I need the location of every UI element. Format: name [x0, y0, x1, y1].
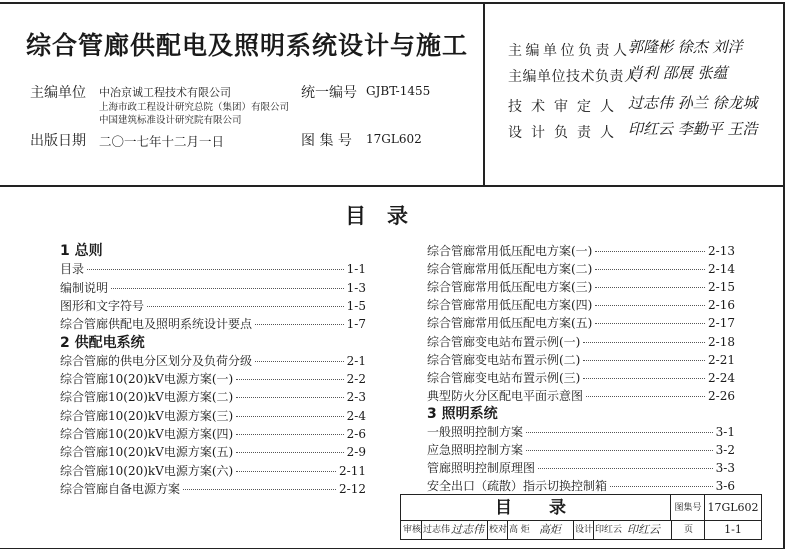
toc-entry-title: 综合管廊10(20)kV电源方案(六) [60, 463, 234, 478]
signature-chief-tech-head: 肖利 邵展 张蕴 [628, 64, 728, 82]
toc-entry-page: 2-12 [339, 481, 366, 496]
toc-entry[interactable] [427, 296, 735, 313]
signoff-divider [421, 521, 422, 539]
title-block-atlas-label: 图集号 [674, 503, 702, 513]
toc-entry-title: 应急照明控制方案 [427, 443, 524, 458]
signature-design-head: 印红云 李勤平 王浩 [628, 120, 758, 138]
signature-chief-unit-head: 郭隆彬 徐杰 刘洋 [628, 38, 743, 56]
toc-entry[interactable] [60, 260, 366, 277]
toc-entry-title: 综合管廊10(20)kV电源方案(五) [60, 445, 234, 460]
toc-leader-dots [583, 342, 705, 343]
header-vertical-divider [483, 2, 485, 185]
toc-leader-dots [583, 378, 705, 379]
toc-entry-page: 2-21 [708, 352, 735, 367]
toc-entry-title: 目录 [60, 262, 85, 277]
atlas-number-label: 图 集 号 [301, 133, 352, 149]
toc-leader-dots [147, 306, 344, 307]
toc-entry-title: 综合管廊供配电及照明系统设计要点 [60, 317, 253, 332]
toc-section-heading: 2 供配电系统 [60, 334, 145, 351]
toc-leader-dots [610, 486, 713, 487]
toc-entry-page: 2-6 [346, 427, 366, 441]
toc-entry-title: 综合管廊变电站布置示例(一) [427, 334, 581, 349]
toc-entry[interactable] [60, 443, 366, 460]
page-value-cell [705, 521, 761, 539]
toc-leader-dots [526, 450, 713, 451]
toc-title: 目 录 [345, 203, 408, 228]
toc-entry[interactable] [427, 369, 735, 386]
review-name: 过志伟 [423, 525, 451, 535]
check-label: 校对 [489, 525, 508, 535]
toc-entry-page: 3-6 [715, 479, 735, 494]
toc-entry[interactable] [427, 459, 735, 476]
publish-date-label: 出版日期 [30, 133, 86, 149]
toc-entry-title: 综合管廊自备电源方案 [60, 481, 181, 496]
toc-entry-page: 1-3 [346, 280, 366, 295]
toc-entry-title: 综合管廊的供电分区划分及负荷分级 [60, 353, 253, 368]
atlas-label-cell [671, 495, 705, 521]
toc-entry-page: 2-14 [708, 262, 735, 277]
toc-entry[interactable] [427, 477, 735, 494]
editor-unit-3: 中国建筑标准设计研究院有限公司 [99, 115, 242, 126]
toc-entry-title: 综合管廊10(20)kV电源方案(三) [60, 408, 234, 423]
frame-bottom-border [0, 548, 785, 549]
toc-entry[interactable] [60, 352, 366, 369]
toc-entry-page: 1-1 [346, 262, 366, 277]
toc-entry-title: 综合管廊变电站布置示例(二) [427, 352, 581, 367]
toc-entry[interactable] [427, 441, 735, 458]
toc-entry-title: 一般照明控制方案 [427, 425, 524, 439]
toc-leader-dots [236, 379, 343, 380]
toc-entry[interactable] [427, 423, 735, 440]
toc-entry[interactable] [60, 407, 366, 424]
toc-leader-dots [595, 305, 705, 306]
atlas-value-cell [705, 495, 761, 521]
toc-entry-page: 3-1 [715, 425, 735, 439]
toc-entry-title: 管廊照明控制原理图 [427, 461, 536, 476]
publish-date: 二〇一七年十二月一日 [99, 134, 225, 149]
signoff-divider [573, 521, 574, 539]
title-block-title: 目 录 [401, 495, 671, 521]
editor-unit-2: 上海市政工程设计研究总院（集团）有限公司 [99, 102, 290, 113]
toc-entry[interactable] [427, 387, 735, 404]
toc-entry-title: 典型防火分区配电平面示意图 [427, 388, 584, 403]
frame-top-border [0, 2, 785, 4]
toc-entry-page: 2-3 [346, 390, 366, 405]
atlas-title: 综合管廊供配电及照明系统设计与施工 [26, 31, 469, 60]
signoff-divider [593, 521, 594, 539]
toc-entry-page: 2-1 [346, 353, 366, 368]
toc-entry[interactable] [427, 351, 735, 368]
toc-entry[interactable] [427, 314, 735, 331]
toc-leader-dots [538, 468, 713, 469]
toc-entry-page: 2-11 [339, 463, 366, 478]
signoff-row [401, 521, 671, 539]
toc-entry-page: 2-15 [708, 280, 735, 295]
toc-entry-title: 安全出口（疏散）指示切换控制箱 [427, 479, 608, 494]
toc-entry-page: 1-7 [346, 317, 366, 332]
toc-entry-title: 图形和文字符号 [60, 298, 145, 313]
design-label: 设计 [575, 525, 594, 535]
toc-entry-page: 2-17 [708, 316, 735, 331]
header-divider [0, 185, 785, 187]
editor-unit-1: 中冶京诚工程技术有限公司 [99, 86, 231, 99]
title-block [400, 494, 762, 540]
toc-entry[interactable] [60, 462, 366, 479]
role-chief-tech-head: 主编单位技术负责人 [508, 69, 639, 85]
check-signature: 高炬 [539, 523, 561, 536]
toc-leader-dots [236, 434, 343, 435]
toc-leader-dots [236, 471, 336, 472]
toc-leader-dots [236, 397, 343, 398]
toc-entry-title: 综合管廊10(20)kV电源方案(一) [60, 372, 234, 387]
design-signature: 印红云 [627, 523, 660, 536]
toc-leader-dots [236, 416, 343, 417]
toc-entry-title: 综合管廊10(20)kV电源方案(二) [60, 390, 234, 405]
check-name: 高 炬 [509, 525, 530, 535]
toc-entry[interactable] [60, 425, 366, 442]
toc-leader-dots [595, 287, 705, 288]
toc-entry[interactable] [427, 333, 735, 350]
toc-entry-page: 2-4 [346, 408, 366, 423]
design-name: 印红云 [595, 525, 623, 535]
toc-entry[interactable] [427, 278, 735, 295]
toc-entry-page: 2-2 [346, 372, 366, 387]
toc-leader-dots [255, 324, 344, 325]
toc-entry-title: 综合管廊常用低压配电方案(一) [427, 244, 593, 258]
toc-leader-dots [255, 361, 344, 362]
toc-entry-title: 综合管廊常用低压配电方案(三) [427, 280, 593, 295]
atlas-number: 17GL602 [366, 132, 422, 146]
toc-entry-page: 2-9 [346, 445, 366, 460]
page-label-cell [671, 521, 705, 539]
toc-entry-title: 综合管廊常用低压配电方案(二) [427, 262, 593, 277]
toc-leader-dots [595, 323, 705, 324]
toc-leader-dots [111, 288, 344, 289]
toc-entry-page: 2-13 [708, 244, 735, 258]
signoff-divider [507, 521, 508, 539]
toc-leader-dots [236, 452, 343, 453]
unified-number: GJBT-1455 [366, 84, 431, 98]
toc-leader-dots [583, 360, 705, 361]
role-design-head: 设计负责人 [508, 125, 623, 141]
editor-unit-label: 主编单位 [30, 85, 86, 101]
toc-entry-page: 3-3 [715, 461, 735, 476]
toc-entry-page: 2-18 [708, 334, 735, 349]
toc-section-heading: 3 照明系统 [427, 405, 498, 422]
toc-entry-title: 综合管廊10(20)kV电源方案(四) [60, 427, 234, 441]
signature-technical-approver: 过志伟 孙兰 徐龙城 [628, 94, 758, 112]
toc-entry-page: 3-2 [715, 443, 735, 458]
toc-entry-page: 2-24 [708, 370, 735, 385]
toc-entry[interactable] [60, 315, 366, 332]
toc-entry[interactable] [60, 480, 366, 497]
toc-entry-title: 编制说明 [60, 280, 109, 295]
toc-leader-dots [526, 432, 713, 433]
title-block-atlas-value: 17GL602 [707, 501, 759, 514]
title-block-page-value: 1-1 [724, 523, 742, 536]
toc-entry[interactable] [60, 297, 366, 314]
toc-entry[interactable] [427, 260, 735, 277]
toc-entry[interactable] [60, 370, 366, 387]
toc-entry-page: 1-5 [346, 298, 366, 313]
toc-leader-dots [183, 489, 336, 490]
toc-leader-dots [586, 396, 705, 397]
toc-section-heading: 1 总则 [60, 243, 103, 259]
review-label: 审核 [403, 525, 422, 535]
toc-entry-title: 综合管廊变电站布置示例(三) [427, 370, 581, 385]
toc-entry[interactable] [427, 242, 735, 259]
toc-entry-title: 综合管廊常用低压配电方案(四) [427, 298, 593, 313]
toc-leader-dots [595, 251, 705, 252]
unified-number-label: 统一编号 [301, 85, 357, 101]
signoff-divider [487, 521, 488, 539]
toc-entry-title: 综合管廊常用低压配电方案(五) [427, 316, 593, 331]
toc-entry-page: 2-16 [708, 298, 735, 313]
toc-leader-dots [87, 269, 344, 270]
toc-entry[interactable] [60, 388, 366, 405]
role-chief-unit-head: 主编单位负责人 [508, 43, 631, 59]
toc-entry[interactable] [60, 279, 366, 296]
review-signature: 过志伟 [451, 523, 484, 536]
toc-leader-dots [595, 269, 705, 270]
toc-entry-page: 2-26 [708, 388, 735, 403]
title-block-page-label: 页 [683, 525, 693, 535]
role-technical-approver: 技术审定人 [508, 99, 623, 115]
